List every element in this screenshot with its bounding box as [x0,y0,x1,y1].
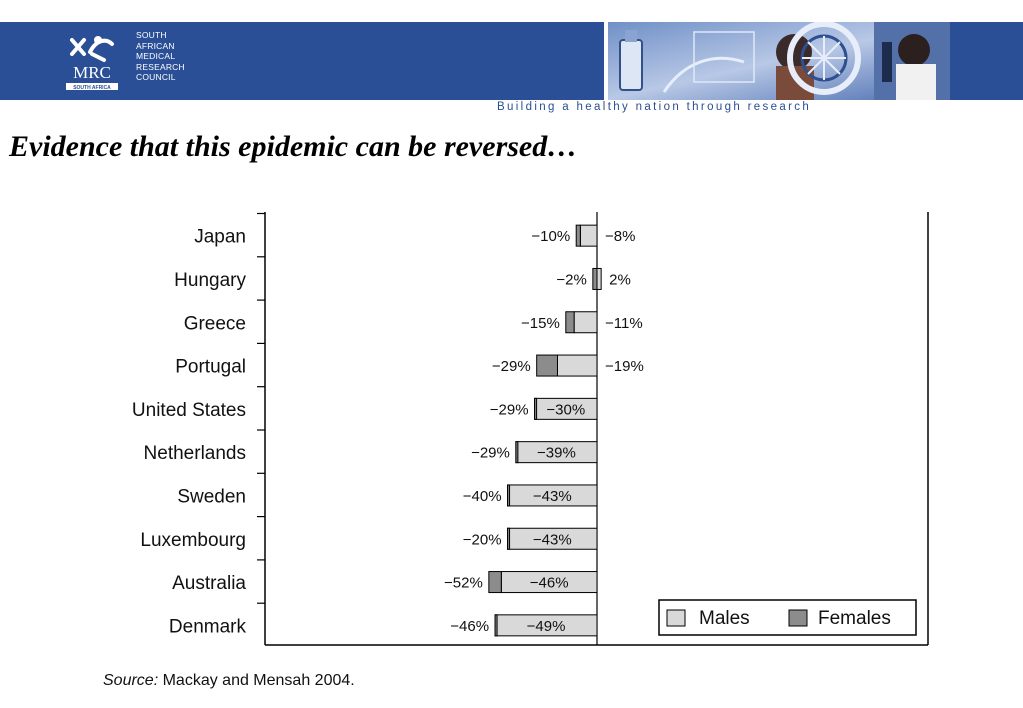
category-label: Hungary [174,269,246,291]
source-text: Mackay and Mensah 2004. [162,672,355,689]
org-line: SOUTH [136,30,167,40]
male-value-label: −49% [526,617,566,635]
mrc-logo [62,30,122,92]
category-label: Greece [183,313,246,335]
female-value-label: −29% [471,444,510,462]
male-value-label: 2% [609,271,631,289]
slide-title: Evidence that this epidemic can be reversed… [9,130,578,163]
org-name [136,30,185,83]
female-bar [593,268,597,289]
male-bar [580,225,597,246]
male-bar [557,355,597,376]
female-value-label: −29% [491,358,531,376]
svg-text:SOUTH AFRICA: SOUTH AFRICA [73,85,111,91]
male-value-label: −30% [546,401,586,419]
male-bar [597,268,601,289]
female-bar [508,528,510,549]
female-value-label: −20% [462,531,502,549]
female-bar [566,312,574,333]
female-value-label: −10% [531,228,571,246]
male-value-label: −43% [532,531,572,549]
source-citation [103,672,355,690]
org-line: AFRICAN [136,40,175,51]
female-value-label: −29% [489,401,529,419]
category-label: Japan [194,226,246,248]
legend-label-females: Females [818,608,891,629]
female-value-label: −46% [450,617,490,635]
tagline: Building a healthy nation through research [497,101,812,113]
category-label: Netherlands [143,443,246,465]
org-line: MEDICAL [136,51,176,62]
legend-swatch-females [789,610,807,626]
male-bar [574,312,597,333]
category-label: United States [131,399,246,421]
category-label: Denmark [168,616,246,638]
female-value-label: −2% [556,271,587,289]
male-value-label: −8% [605,228,636,246]
source-label: Source: [103,672,159,689]
legend-label-males: Males [699,608,750,629]
org-line: RESEARCH [136,61,185,72]
male-value-label: −11% [605,314,643,332]
female-bar [537,355,558,376]
org-line: COUNCIL [136,72,176,83]
bar-chart [0,200,1023,660]
female-bar [508,485,510,506]
photo-collage [604,22,950,100]
female-value-label: −40% [462,487,502,505]
female-bar [516,442,518,463]
category-label: Portugal [175,356,246,378]
female-value-label: −15% [521,314,560,332]
female-bar [535,398,537,419]
male-value-label: −46% [529,574,569,592]
svg-text:MRC: MRC [73,63,111,82]
category-label: Australia [172,573,246,595]
legend-swatch-males [667,610,685,626]
male-value-label: −19% [605,358,644,376]
category-label: Sweden [177,486,246,508]
female-bar [489,572,501,593]
male-value-label: −43% [532,487,572,505]
female-bar [576,225,580,246]
header-banner [0,22,1023,100]
female-value-label: −52% [444,574,483,592]
category-label: Luxembourg [140,529,246,551]
male-value-label: −39% [537,444,576,462]
female-bar [495,615,497,636]
